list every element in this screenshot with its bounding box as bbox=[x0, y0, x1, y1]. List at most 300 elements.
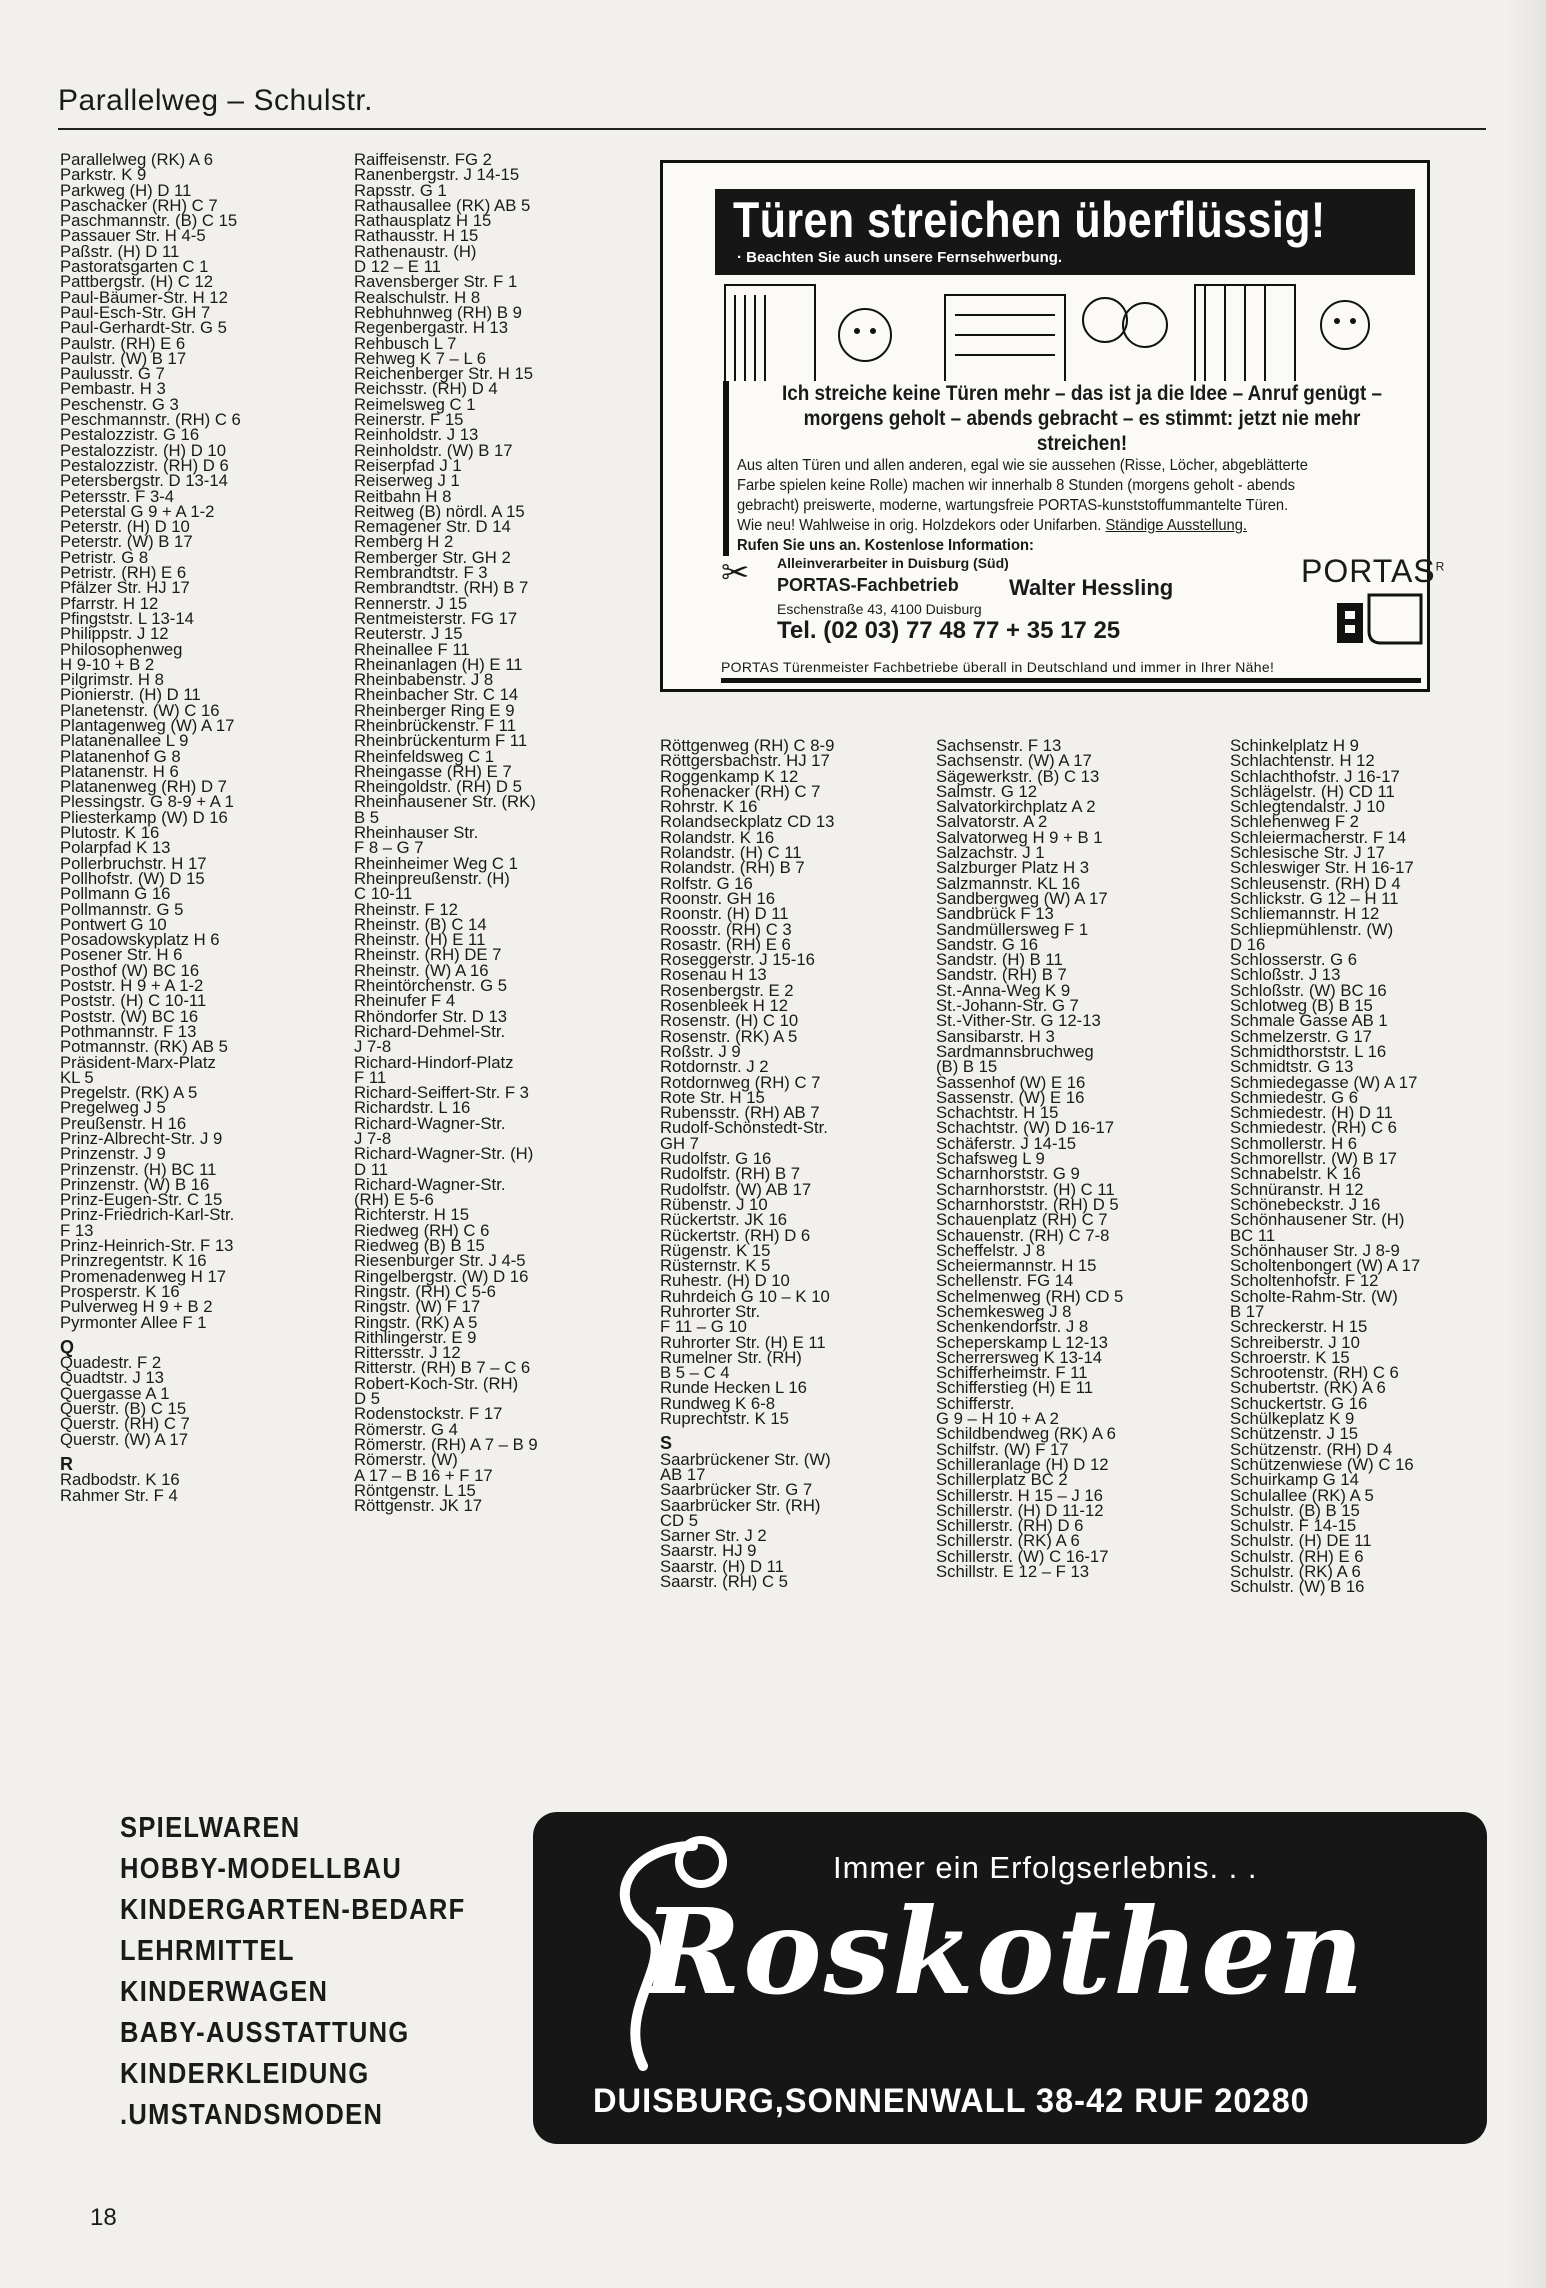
street-entry: Salzmannstr. KL 16 bbox=[936, 873, 1081, 893]
street-entry: Röttgenstr. JK 17 bbox=[354, 1496, 483, 1516]
street-entry: Richterstr. H 15 bbox=[354, 1205, 469, 1225]
street-column-2 bbox=[354, 150, 538, 1516]
street-entry: Reinerstr. F 15 bbox=[354, 410, 464, 430]
street-entry: Schroerstr. K 15 bbox=[1230, 1347, 1350, 1367]
street-entry: Pfingststr. L 13-14 bbox=[60, 608, 194, 628]
street-entry: Rodenstockstr. F 17 bbox=[354, 1404, 503, 1424]
portas-footer: PORTAS Türenmeister Fachbetriebe überall in Deutschland und immer in Ihrer Nähe! bbox=[721, 659, 1421, 683]
street-entry: Paulstr. (RH) E 6 bbox=[60, 333, 186, 353]
street-entry: Rahmer Str. F 4 bbox=[60, 1485, 178, 1505]
street-entry: Scheffelstr. J 8 bbox=[936, 1240, 1046, 1260]
street-entry: Rheinbrückenstr. F 11 bbox=[354, 715, 517, 735]
street-entry: Schachtstr. H 15 bbox=[936, 1103, 1059, 1123]
street-entry: Roggenkamp K 12 bbox=[660, 766, 799, 786]
portas-logo-text: PORTAS bbox=[1301, 553, 1436, 589]
street-entry: Rathausstr. H 15 bbox=[354, 226, 479, 246]
street-entry: Rhöndorfer Str. D 13 bbox=[354, 1006, 508, 1026]
street-entry: Römerstr. G 4 bbox=[354, 1419, 458, 1439]
street-entry: Rheinheimer Weg C 1 bbox=[354, 853, 518, 873]
spielwaren-list bbox=[120, 1808, 465, 2136]
roskothen-slogan: Immer ein Erfolgserlebnis. . . bbox=[833, 1850, 1258, 1885]
street-entry: St.-Vither-Str. G 12-13 bbox=[936, 1011, 1101, 1031]
street-entry: Prinz-Eugen-Str. C 15 bbox=[60, 1190, 223, 1210]
street-entry: Rheinbacher Str. C 14 bbox=[354, 685, 519, 705]
portas-address: Eschenstraße 43, 4100 Duisburg bbox=[777, 601, 982, 617]
street-entry: Pestalozzistr. (RH) D 6 bbox=[60, 455, 229, 475]
street-entry: Schmale Gasse AB 1 bbox=[1230, 1011, 1388, 1031]
street-entry: Rotdornweg (RH) C 7 bbox=[660, 1072, 821, 1092]
street-entry: Scharnhorststr. (H) C 11 bbox=[936, 1179, 1115, 1199]
street-entry: Richard-Wagner-Str. (H) bbox=[354, 1144, 534, 1164]
scissors-icon: ✂ bbox=[721, 554, 750, 592]
spielwaren-item: KINDERWAGEN bbox=[120, 1976, 329, 2008]
street-entry: Rundweg K 6-8 bbox=[660, 1393, 776, 1413]
street-entry: Präsident-Marx-Platz bbox=[60, 1052, 216, 1072]
street-entry: Schubertstr. (RK) A 6 bbox=[1230, 1378, 1386, 1398]
street-entry: Pyrmonter Allee F 1 bbox=[60, 1312, 207, 1332]
street-entry: Schleusenstr. (RH) D 4 bbox=[1230, 873, 1401, 893]
spielwaren-item: BABY-AUSSTATTUNG bbox=[120, 2017, 410, 2049]
street-entry: Salvatorkirchplatz A 2 bbox=[936, 797, 1096, 817]
street-entry: Schlehenweg F 2 bbox=[1230, 812, 1359, 832]
street-entry: Schloßstr. J 13 bbox=[1230, 965, 1341, 985]
street-entry: Petersbergstr. D 13-14 bbox=[60, 471, 228, 491]
street-entry: B 5 – C 4 bbox=[660, 1363, 730, 1383]
street-entry: Passauer Str. H 4-5 bbox=[60, 226, 206, 246]
street-entry: Rheinstr. F 12 bbox=[354, 899, 458, 919]
street-entry: Quadtstr. J 13 bbox=[60, 1368, 164, 1388]
street-entry: Schmiedestr. G 6 bbox=[1230, 1087, 1358, 1107]
street-entry: Saarbrücker Str. (RH) bbox=[660, 1495, 821, 1515]
street-entry: Rohenacker (RH) C 7 bbox=[660, 781, 821, 801]
portas-body-1: Aus alten Türen und allen anderen, egal wie sie aussehen (Risse, Löcher, abgeblätterte bbox=[737, 457, 1308, 474]
street-entry: Plessingstr. G 8-9 + A 1 bbox=[60, 792, 234, 812]
street-entry: J 7-8 bbox=[354, 1129, 392, 1148]
street-entry: Peterstal G 9 + A 1-2 bbox=[60, 501, 215, 521]
street-entry: Paschacker (RH) C 7 bbox=[60, 195, 218, 215]
street-entry: Schlickstr. G 12 – H 11 bbox=[1230, 888, 1399, 908]
street-entry: Rheintörchenstr. G 5 bbox=[354, 976, 508, 996]
street-entry: Schlesische Str. J 17 bbox=[1230, 843, 1385, 863]
street-entry: A 17 – B 16 + F 17 bbox=[354, 1465, 493, 1485]
street-entry: Rheinpreußenstr. (H) bbox=[354, 868, 510, 888]
street-entry: Röntgenstr. L 15 bbox=[354, 1480, 476, 1500]
street-entry: Rittersstr. J 12 bbox=[354, 1343, 461, 1363]
street-entry: D 5 bbox=[354, 1389, 380, 1409]
street-entry: Posener Str. H 6 bbox=[60, 945, 183, 965]
street-entry: Schmiedestr. (RH) C 6 bbox=[1230, 1118, 1397, 1138]
street-entry: Roßstr. J 9 bbox=[660, 1041, 741, 1061]
portas-contact-note: Alleinverarbeiter in Duisburg (Süd) bbox=[777, 555, 1009, 571]
street-entry: Schmidthorststr. L 16 bbox=[1230, 1041, 1387, 1061]
street-entry: Schützenstr. J 15 bbox=[1230, 1424, 1359, 1444]
street-entry: Ruhrorter Str. bbox=[660, 1301, 761, 1321]
street-entry: Schifferstieg (H) E 11 bbox=[936, 1378, 1094, 1398]
street-entry: Saarbrücker Str. G 7 bbox=[660, 1480, 813, 1500]
street-entry: Rudolfstr. G 16 bbox=[660, 1149, 772, 1169]
street-entry: Schmorellstr. (W) B 17 bbox=[1230, 1149, 1397, 1169]
street-entry: Pfarrstr. H 12 bbox=[60, 593, 159, 613]
street-entry: Schauenplatz (RH) C 7 bbox=[936, 1210, 1108, 1230]
street-entry: Ruhrdeich G 10 – K 10 bbox=[660, 1286, 830, 1306]
page-number: 18 bbox=[90, 2204, 117, 2231]
street-entry: D 12 – E 11 bbox=[354, 257, 441, 277]
street-entry: CD 5 bbox=[660, 1510, 699, 1530]
street-entry: Pulverweg H 9 + B 2 bbox=[60, 1297, 213, 1317]
street-entry: Pastoratsgarten C 1 bbox=[60, 257, 209, 277]
street-entry: Rolandstr. K 16 bbox=[660, 827, 775, 847]
street-entry: Reitweg (B) nördl. A 15 bbox=[354, 501, 525, 521]
street-entry: Paulstr. (W) B 17 bbox=[60, 348, 187, 368]
street-entry: Rubensstr. (RH) AB 7 bbox=[660, 1103, 820, 1123]
street-entry: Pregelstr. (RK) A 5 bbox=[60, 1083, 198, 1103]
street-entry: Salzburger Platz H 3 bbox=[936, 858, 1090, 878]
street-entry: Rheinstr. (B) C 14 bbox=[354, 914, 487, 934]
portas-claim-1: Ich streiche keine Türen mehr – das ist ja die Idee – Anruf genügt – bbox=[781, 382, 1383, 405]
street-entry: Posthof (W) BC 16 bbox=[60, 960, 200, 980]
street-entry: Rolandseckplatz CD 13 bbox=[660, 812, 835, 832]
street-entry: Scharnhorststr. (RH) D 5 bbox=[936, 1194, 1119, 1214]
street-entry: Platanenallee L 9 bbox=[60, 731, 189, 751]
street-entry: Schönhausener Str. (H) bbox=[1230, 1210, 1405, 1230]
street-entry: Schachtstr. (W) D 16-17 bbox=[936, 1118, 1115, 1138]
street-entry: Saarstr. HJ 9 bbox=[660, 1541, 757, 1561]
street-entry: Schülkeplatz K 9 bbox=[1230, 1409, 1355, 1429]
street-entry: Röttgersbachstr. HJ 17 bbox=[660, 751, 830, 771]
street-entry: Prinzenstr. (H) BC 11 bbox=[60, 1159, 217, 1179]
street-entry: Paul-Esch-Str. GH 7 bbox=[60, 302, 211, 322]
street-entry: Parallelweg (RK) A 6 bbox=[60, 150, 214, 169]
street-entry: Reichenberger Str. H 15 bbox=[354, 364, 534, 384]
street-entry: Saarbrückener Str. (W) bbox=[660, 1449, 831, 1469]
street-entry: Rithlingerstr. E 9 bbox=[354, 1327, 477, 1347]
street-entry: Rheingasse (RH) E 7 bbox=[354, 761, 512, 781]
street-entry: Schmidtstr. G 13 bbox=[1230, 1057, 1354, 1077]
street-entry: Prinzenstr. (W) B 16 bbox=[60, 1174, 210, 1194]
street-entry: Schillstr. E 12 – F 13 bbox=[936, 1562, 1090, 1582]
street-entry: Richardstr. L 16 bbox=[354, 1098, 471, 1118]
street-entry: Rosenau H 13 bbox=[660, 965, 767, 985]
portas-body-2: Farbe spielen keine Rolle) machen wir innerhalb 8 Stunden (morgens geholt - abends bbox=[737, 477, 1296, 494]
section-letter: S bbox=[660, 1433, 673, 1454]
street-entry: Remberg H 2 bbox=[354, 532, 454, 552]
street-entry: Roosstr. (RH) C 3 bbox=[660, 919, 792, 939]
street-entry: (RH) E 5-6 bbox=[354, 1190, 434, 1210]
street-entry: Rosastr. (RH) E 6 bbox=[660, 934, 791, 954]
street-entry: Prinz-Friedrich-Karl-Str. bbox=[60, 1205, 235, 1225]
street-entry: B 5 bbox=[354, 807, 380, 827]
street-entry: Richard-Wagner-Str. bbox=[354, 1113, 506, 1133]
street-entry: Sardmannsbruchweg bbox=[936, 1041, 1094, 1061]
street-entry: Saarstr. (H) D 11 bbox=[660, 1556, 784, 1576]
street-entry: Richard-Hindorf-Platz bbox=[354, 1052, 514, 1072]
street-entry: Schlegtendalstr. J 10 bbox=[1230, 797, 1385, 817]
street-entry: Sachsenstr. F 13 bbox=[936, 736, 1062, 755]
street-entry: Schulstr. F 14-15 bbox=[1230, 1516, 1357, 1536]
street-entry: Rheingoldstr. (RH) D 5 bbox=[354, 777, 522, 797]
street-entry: Querstr. (RH) C 7 bbox=[60, 1414, 190, 1434]
portas-firm: PORTAS-Fachbetrieb bbox=[777, 575, 959, 595]
street-entry: Preußenstr. H 16 bbox=[60, 1113, 187, 1133]
street-entry: Prinz-Heinrich-Str. F 13 bbox=[60, 1236, 234, 1256]
street-entry: Rolandstr. (RH) B 7 bbox=[660, 858, 805, 878]
street-entry: Schuirkamp G 14 bbox=[1230, 1470, 1359, 1490]
street-entry: Rückertstr. JK 16 bbox=[660, 1210, 788, 1230]
street-entry: Salzachstr. J 1 bbox=[936, 843, 1045, 863]
street-entry: Pembastr. H 3 bbox=[60, 379, 166, 399]
street-entry: Ritterstr. (RH) B 7 – C 6 bbox=[354, 1358, 531, 1378]
spielwaren-item: HOBBY-MODELLBAU bbox=[120, 1853, 403, 1885]
street-entry: Reichsstr. (RH) D 4 bbox=[354, 379, 498, 399]
street-entry: Rudolfstr. (RH) B 7 bbox=[660, 1164, 801, 1184]
street-entry: Paßstr. (H) D 11 bbox=[60, 241, 180, 261]
street-entry: Salvatorstr. A 2 bbox=[936, 812, 1048, 832]
street-entry: Rembrandtstr. (RH) B 7 bbox=[354, 578, 529, 598]
street-entry: Schreckerstr. H 15 bbox=[1230, 1317, 1368, 1337]
street-entry: Sandbergweg (W) A 17 bbox=[936, 888, 1108, 908]
street-entry: Prinz-Albrecht-Str. J 9 bbox=[60, 1129, 223, 1148]
street-entry: Ringstr. (W) F 17 bbox=[354, 1297, 481, 1317]
street-column-4 bbox=[936, 736, 1124, 1582]
street-entry: Paschmannstr. (B) C 15 bbox=[60, 211, 238, 231]
street-column-5 bbox=[1230, 738, 1420, 1595]
street-entry: Sandbrück F 13 bbox=[936, 904, 1054, 924]
street-entry: Poststr. H 9 + A 1-2 bbox=[60, 976, 204, 996]
street-entry: Prinzregentstr. K 16 bbox=[60, 1251, 207, 1271]
street-entry: St.-Anna-Weg K 9 bbox=[936, 980, 1071, 1000]
street-entry: Rheinanlagen (H) E 11 bbox=[354, 654, 523, 674]
portas-logo-mark: R bbox=[1435, 559, 1446, 574]
street-entry: Schifferstr. bbox=[936, 1393, 1015, 1413]
street-column-3 bbox=[660, 736, 835, 1592]
street-entry: Rote Str. H 15 bbox=[660, 1087, 765, 1107]
street-entry: Paul-Gerhardt-Str. G 5 bbox=[60, 318, 227, 338]
street-entry: Schlachtenstr. H 12 bbox=[1230, 751, 1375, 771]
street-entry: Scharnhorststr. G 9 bbox=[936, 1164, 1080, 1184]
street-entry: Rosenbleek H 12 bbox=[660, 996, 789, 1016]
street-entry: Schellenstr. FG 14 bbox=[936, 1271, 1074, 1291]
spielwaren-item: SPIELWAREN bbox=[120, 1812, 301, 1844]
street-entry: Remagener Str. D 14 bbox=[354, 517, 511, 537]
street-entry: Reinholdstr. J 13 bbox=[354, 425, 479, 445]
street-entry: Ranenbergstr. J 14-15 bbox=[354, 165, 520, 185]
street-entry: Riedweg (B) B 15 bbox=[354, 1236, 485, 1256]
street-entry: Pollmannstr. G 5 bbox=[60, 899, 184, 919]
street-entry: Rapsstr. G 1 bbox=[354, 180, 447, 200]
street-entry: Roonstr. (H) D 11 bbox=[660, 904, 789, 924]
street-entry: Sandstr. (H) B 11 bbox=[936, 950, 1063, 970]
street-entry: Schönhauser Str. J 8-9 bbox=[1230, 1240, 1400, 1260]
street-entry: Schenkendorfstr. J 8 bbox=[936, 1317, 1089, 1337]
street-entry: Paul-Bäumer-Str. H 12 bbox=[60, 287, 228, 307]
street-entry: KL 5 bbox=[60, 1067, 94, 1087]
street-entry: Schützenstr. (RH) D 4 bbox=[1230, 1439, 1393, 1459]
street-entry: Rentmeisterstr. FG 17 bbox=[354, 608, 518, 628]
street-entry: Reitbahn H 8 bbox=[354, 486, 452, 506]
street-entry: Philippstr. J 12 bbox=[60, 624, 169, 644]
portas-body-4a: Wie neu! Wahlweise in orig. Holzdekors oder Unifarben. bbox=[737, 517, 1102, 534]
spielwaren-item: .UMSTANDSMODEN bbox=[120, 2099, 384, 2131]
street-entry: Schillerstr. (RK) A 6 bbox=[936, 1531, 1080, 1551]
portas-door-icon bbox=[1337, 593, 1427, 647]
street-entry: Rudolfstr. (W) AB 17 bbox=[660, 1179, 812, 1199]
street-entry: Paulusstr. G 7 bbox=[60, 364, 165, 384]
street-entry: Schildbendweg (RK) A 6 bbox=[936, 1424, 1116, 1444]
street-entry: Sachsenstr. (W) A 17 bbox=[936, 751, 1092, 771]
portas-body-3: gebracht) preiswerte, moderne, wartungsfreie PORTAS-kunststoffummantelte Türen. bbox=[737, 497, 1289, 514]
street-entry: Peterstr. (H) D 10 bbox=[60, 517, 190, 537]
street-entry: Rückertstr. (RH) D 6 bbox=[660, 1225, 811, 1245]
portas-headline: Türen streichen überflüssig! bbox=[733, 192, 1326, 248]
roskothen-advertisement bbox=[533, 1812, 1487, 2144]
street-entry: Rosenstr. (H) C 10 bbox=[660, 1011, 799, 1031]
street-entry: Prinzenstr. J 9 bbox=[60, 1144, 166, 1164]
street-entry: Pfälzer Str. HJ 17 bbox=[60, 578, 190, 598]
portas-exhibition: Ständige Ausstellung. bbox=[1105, 517, 1248, 534]
street-entry: Richard-Wagner-Str. bbox=[354, 1174, 506, 1194]
portas-contact bbox=[721, 553, 1446, 653]
spielwaren-item: KINDERGARTEN-BEDARF bbox=[120, 1894, 466, 1926]
street-entry: Schlachthofstr. J 16-17 bbox=[1230, 766, 1400, 786]
street-entry: Ruhestr. (H) D 10 bbox=[660, 1271, 790, 1291]
street-entry: Quadestr. F 2 bbox=[60, 1353, 162, 1373]
street-entry: Schillerstr. (RH) D 6 bbox=[936, 1516, 1084, 1536]
portas-advertisement bbox=[660, 160, 1446, 692]
street-entry: Raiffeisenstr. FG 2 bbox=[354, 150, 492, 169]
street-entry: Parkweg (H) D 11 bbox=[60, 180, 192, 200]
street-entry: Scholtenhofstr. F 12 bbox=[1230, 1271, 1379, 1291]
page-header: Parallelweg – Schulstr. bbox=[58, 84, 373, 117]
street-entry: Rehbusch L 7 bbox=[354, 333, 457, 353]
street-entry: Ringstr. (RK) A 5 bbox=[354, 1312, 478, 1332]
street-entry: Philosophenweg bbox=[60, 639, 183, 659]
street-entry: Schafsweg L 9 bbox=[936, 1149, 1045, 1169]
spielwaren-item: KINDERKLEIDUNG bbox=[120, 2058, 370, 2090]
street-entry: Roonstr. GH 16 bbox=[660, 888, 776, 908]
street-entry: Sandstr. (RH) B 7 bbox=[936, 965, 1067, 985]
street-entry: Petristr. G 8 bbox=[60, 547, 149, 567]
street-entry: Salmstr. G 12 bbox=[936, 781, 1038, 801]
street-entry: Schuckertstr. G 16 bbox=[1230, 1393, 1368, 1413]
portas-body-4 bbox=[737, 516, 1372, 536]
street-entry: Pionierstr. (H) D 11 bbox=[60, 685, 201, 705]
street-entry: Sarner Str. J 2 bbox=[660, 1526, 767, 1546]
street-entry: Römerstr. (W) bbox=[354, 1450, 458, 1470]
street-entry: Salvatorweg H 9 + B 1 bbox=[936, 827, 1103, 847]
street-entry: Ravensberger Str. F 1 bbox=[354, 272, 518, 292]
street-entry: Schmelzerstr. G 17 bbox=[1230, 1026, 1372, 1046]
street-entry: F 11 – G 10 bbox=[660, 1317, 747, 1337]
street-entry: Schmiedestr. (H) D 11 bbox=[1230, 1103, 1393, 1123]
street-entry: Sandstr. G 16 bbox=[936, 934, 1039, 954]
street-entry: Parkstr. K 9 bbox=[60, 165, 147, 185]
section-letter: Q bbox=[60, 1336, 75, 1357]
portas-owner: Walter Hessling bbox=[1009, 575, 1174, 600]
portas-claim-2: morgens geholt – abends gebracht – es stimmt: jetzt nie mehr streichen! bbox=[803, 407, 1361, 455]
street-entry: Römerstr. (RH) A 7 – B 9 bbox=[354, 1434, 538, 1454]
portas-subline: · Beachten Sie auch unsere Fernsehwerbung. bbox=[737, 249, 1063, 266]
street-entry: Rheinfeldsweg C 1 bbox=[354, 746, 495, 766]
portas-logo bbox=[1301, 553, 1445, 590]
paper-edge-shade bbox=[1506, 0, 1546, 2288]
street-entry: Promenadenweg H 17 bbox=[60, 1266, 227, 1286]
street-entry: B 17 bbox=[1230, 1301, 1265, 1321]
street-entry: Petristr. (RH) E 6 bbox=[60, 563, 187, 583]
street-entry: Rohrstr. K 16 bbox=[660, 797, 758, 817]
street-entry: H 9-10 + B 2 bbox=[60, 654, 155, 674]
street-entry: Schemkesweg J 8 bbox=[936, 1301, 1072, 1321]
street-entry: Sandmüllersweg F 1 bbox=[936, 919, 1089, 939]
street-entry: Rolandstr. (H) C 11 bbox=[660, 843, 802, 863]
street-entry: Rudolf-Schönstedt-Str. bbox=[660, 1118, 828, 1138]
street-entry: Rehweg K 7 – L 6 bbox=[354, 348, 487, 368]
street-entry: Schlotweg (B) B 15 bbox=[1230, 996, 1373, 1016]
street-entry: Schrootenstr. (RH) C 6 bbox=[1230, 1363, 1399, 1383]
street-entry: Rheinberger Ring E 9 bbox=[354, 700, 515, 720]
street-entry: Rembrandtstr. F 3 bbox=[354, 563, 488, 583]
street-entry: G 9 – H 10 + A 2 bbox=[936, 1409, 1059, 1429]
street-entry: D 11 bbox=[354, 1159, 389, 1179]
street-entry: Schäferstr. J 14-15 bbox=[936, 1133, 1077, 1153]
street-entry: Rheinstr. (RH) DE 7 bbox=[354, 945, 502, 965]
street-entry: Sansibarstr. H 3 bbox=[936, 1026, 1055, 1046]
street-entry: Pestalozzistr. G 16 bbox=[60, 425, 200, 445]
street-entry: Rügenstr. K 15 bbox=[660, 1240, 771, 1260]
section-letter: R bbox=[60, 1453, 73, 1474]
street-entry: Rosenbergstr. E 2 bbox=[660, 980, 794, 1000]
street-entry: Scherrersweg K 13-14 bbox=[936, 1347, 1103, 1367]
street-entry: AB 17 bbox=[660, 1464, 706, 1484]
street-entry: Schifferheimstr. F 11 bbox=[936, 1363, 1088, 1383]
street-entry: Plutostr. K 16 bbox=[60, 823, 160, 843]
street-entry: F 8 – G 7 bbox=[354, 838, 424, 858]
street-entry: Schmollerstr. H 6 bbox=[1230, 1133, 1358, 1153]
portas-headline-box bbox=[715, 189, 1415, 275]
header-rule bbox=[58, 128, 1486, 130]
street-entry: Posadowskyplatz H 6 bbox=[60, 930, 220, 950]
street-entry: Schilfstr. (W) F 17 bbox=[936, 1439, 1069, 1459]
street-entry: Riedweg (RH) C 6 bbox=[354, 1220, 490, 1240]
street-entry: Rheinufer F 4 bbox=[354, 991, 456, 1011]
street-entry: BC 11 bbox=[1230, 1225, 1276, 1245]
street-entry: Sassenhof (W) E 16 bbox=[936, 1072, 1086, 1092]
street-entry: Prosperstr. K 16 bbox=[60, 1281, 180, 1301]
street-entry: Schloßstr. (W) BC 16 bbox=[1230, 980, 1387, 1000]
street-entry: Scholte-Rahm-Str. (W) bbox=[1230, 1286, 1398, 1306]
street-entry: Querstr. (W) A 17 bbox=[60, 1429, 188, 1449]
street-entry: Schleiermacherstr. F 14 bbox=[1230, 827, 1407, 847]
street-entry: Pregelweg J 5 bbox=[60, 1098, 166, 1118]
street-entry: Schinkelplatz H 9 bbox=[1230, 736, 1359, 755]
street-entry: Potmannstr. (RK) AB 5 bbox=[60, 1037, 228, 1057]
street-entry: Pothmannstr. F 13 bbox=[60, 1021, 197, 1041]
street-entry: Planetenstr. (W) C 16 bbox=[60, 700, 220, 720]
street-entry: Pestalozzistr. (H) D 10 bbox=[60, 440, 226, 460]
street-entry: Pollmann G 16 bbox=[60, 884, 171, 904]
street-entry: Schulstr. (RH) E 6 bbox=[1230, 1546, 1364, 1566]
street-entry: Sassenstr. (W) E 16 bbox=[936, 1087, 1085, 1107]
street-entry: Schützenwiese (W) C 16 bbox=[1230, 1454, 1414, 1474]
street-entry: Rheinbrückenturm F 11 bbox=[354, 731, 528, 751]
street-entry: Schliemannstr. H 12 bbox=[1230, 904, 1380, 924]
street-entry: Poststr. (H) C 10-11 bbox=[60, 991, 207, 1011]
street-entry: Röttgenweg (RH) C 8-9 bbox=[660, 736, 835, 755]
street-entry: Schnabelstr. K 16 bbox=[1230, 1164, 1361, 1184]
street-entry: Ruprechtstr. K 15 bbox=[660, 1409, 789, 1429]
street-entry: Schliepmühlenstr. (W) bbox=[1230, 919, 1394, 939]
street-entry: Rübenstr. J 10 bbox=[660, 1194, 768, 1214]
street-entry: Schnüranstr. H 12 bbox=[1230, 1179, 1364, 1199]
